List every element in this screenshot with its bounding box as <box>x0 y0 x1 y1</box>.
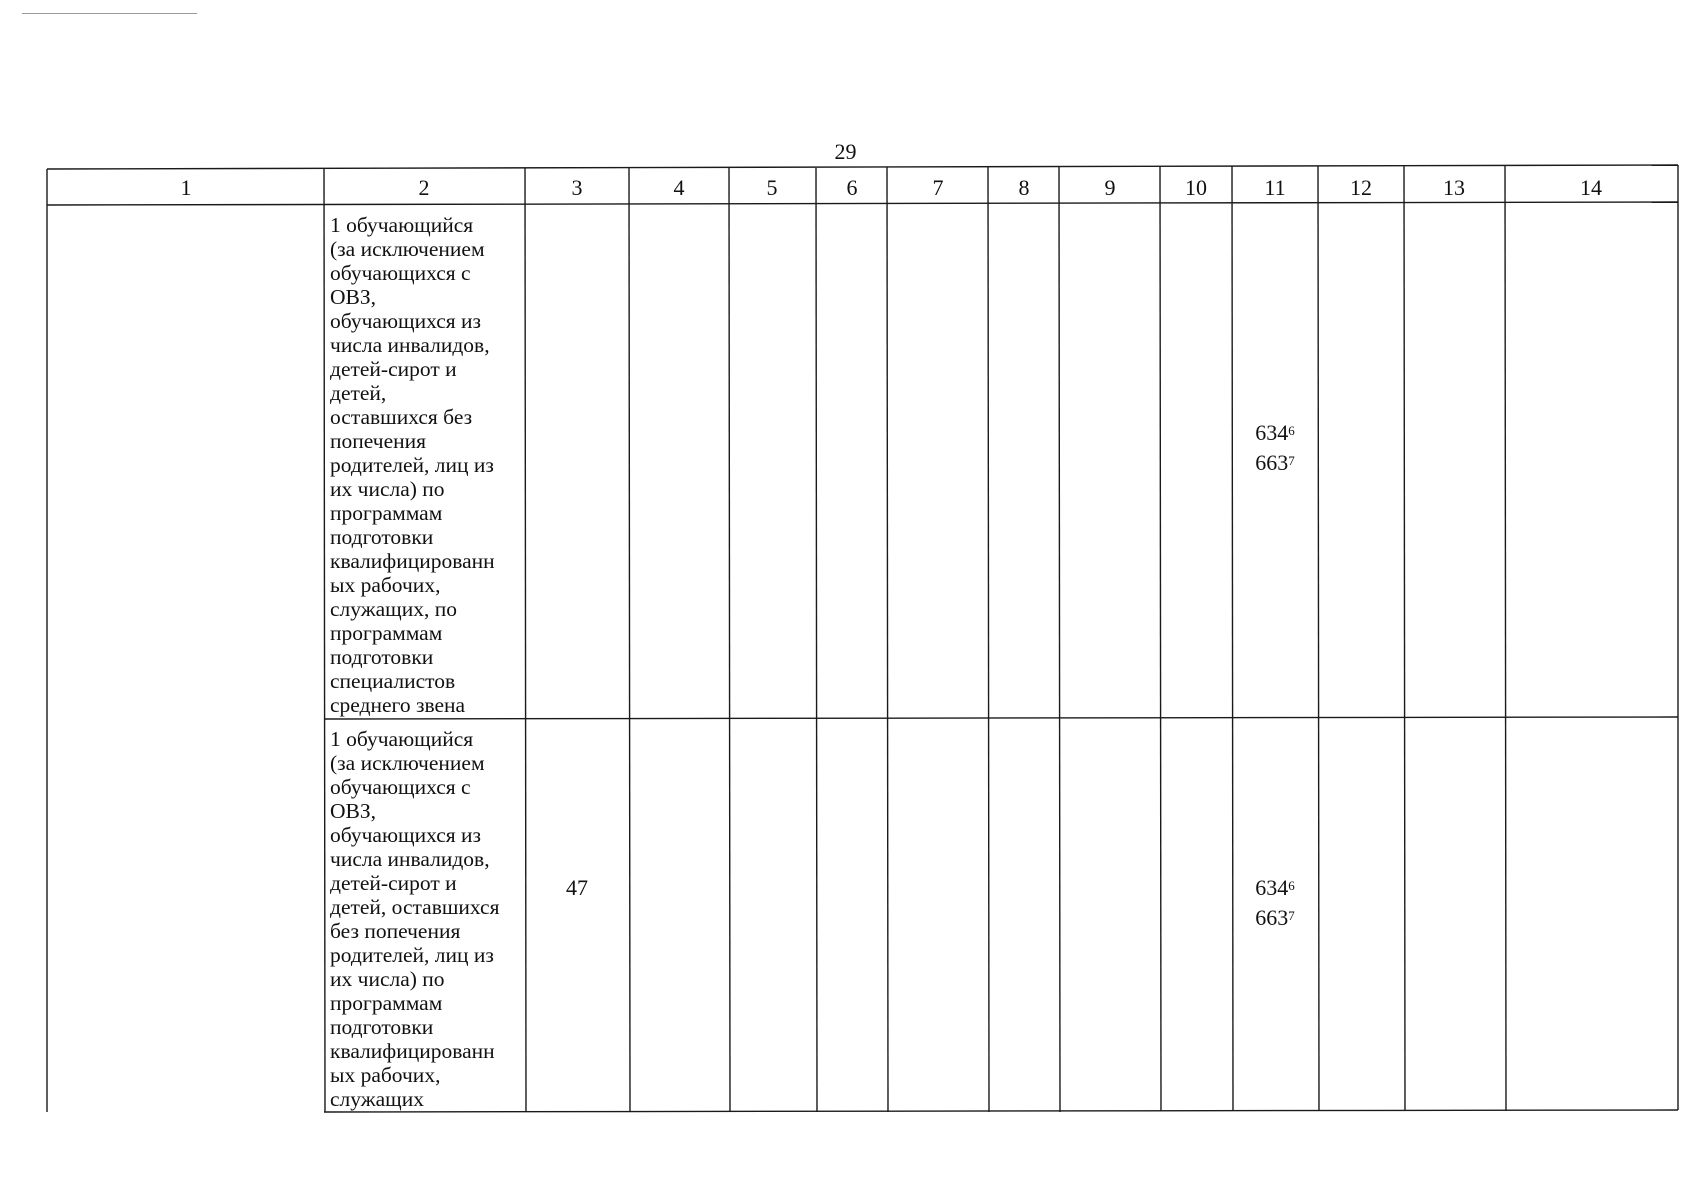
header-col-8: 8 <box>1018 175 1030 200</box>
header-col-5: 5 <box>766 175 778 200</box>
header-col-4: 4 <box>673 175 685 200</box>
header-col-10: 10 <box>1185 175 1207 200</box>
header-col-7: 7 <box>932 175 944 200</box>
header-col-1: 1 <box>180 175 192 200</box>
header-col-14: 14 <box>1580 175 1602 200</box>
row-1-col-11-line-2: $663^7$ <box>1255 450 1295 475</box>
row-1-description: 1 обучающийся (за исключением обучающихся с ОВЗ, обучающихся из числа инвалидов, детей-сирот и детей, оставшихся без попечения родителей, лиц из их числа) по программам подготовки квалифицированн ых рабочих, служащих, по программам подготовки специалистов среднего звена <box>330 213 495 717</box>
page-number: 29 <box>834 139 857 164</box>
row-2-description: 1 обучающийся (за исключением обучающихся с ОВЗ, обучающихся из числа инвалидов, детей-сирот и детей, оставшихся без попечения родителей, лиц из их числа) по программам подготовки квалифицированн ых рабочих, служащих <box>330 727 500 1111</box>
header-col-11: 11 <box>1264 175 1286 200</box>
row-2-col-11-line-2: $663^7$ <box>1255 905 1295 930</box>
row-2-col-11-line-1: $634^6$ <box>1255 875 1295 900</box>
header-col-13: 13 <box>1443 175 1465 200</box>
row-2-col-3-value: 47 <box>566 875 588 900</box>
header-col-9: 9 <box>1104 175 1116 200</box>
header-col-12: 12 <box>1350 175 1372 200</box>
row-2-col-11-values <box>1255 873 1295 933</box>
header-col-6: 6 <box>846 175 858 200</box>
row-1-col-11-values <box>1255 418 1295 478</box>
header-col-3: 3 <box>571 175 583 200</box>
row-1-col-11-line-1: $634^6$ <box>1255 420 1295 445</box>
top-rule <box>22 13 197 14</box>
header-col-2: 2 <box>418 175 430 200</box>
